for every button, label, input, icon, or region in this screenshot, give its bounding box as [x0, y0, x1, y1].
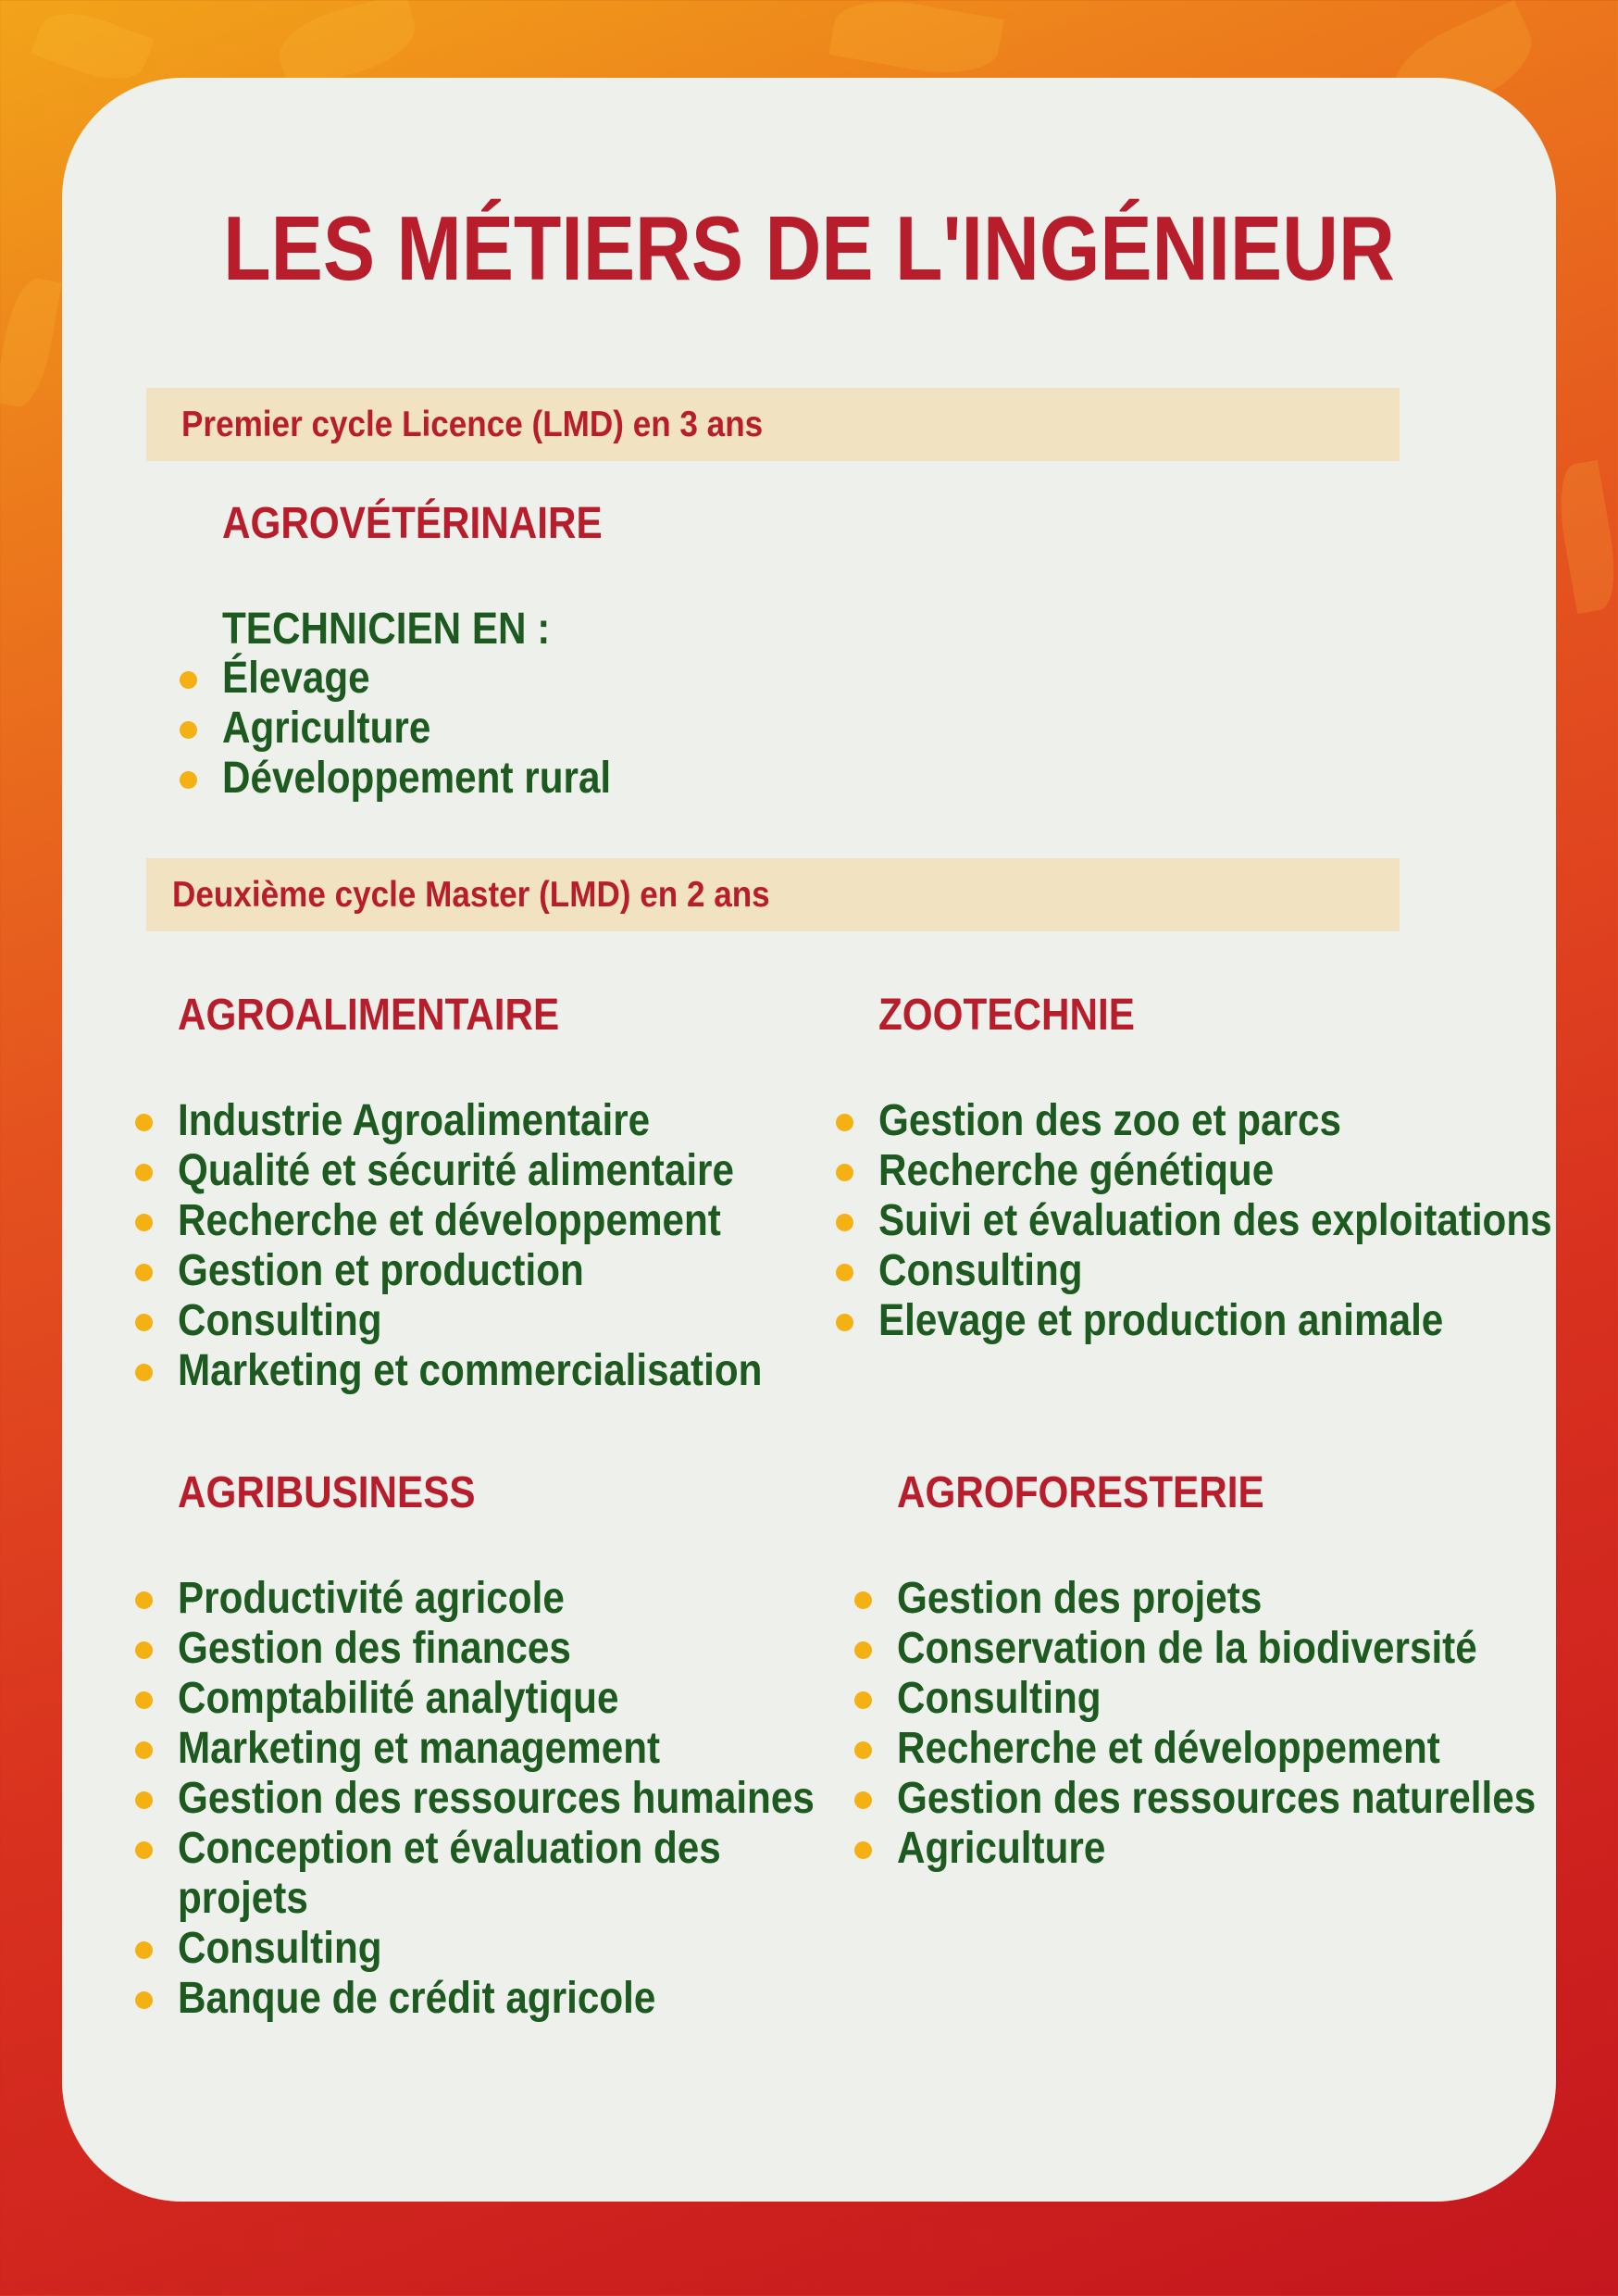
bullet-icon: [180, 771, 197, 789]
bullet-icon: [836, 1264, 853, 1281]
technicien-list: [180, 654, 664, 804]
bullet-icon: [135, 1941, 153, 1959]
bullet-icon: [135, 1741, 153, 1759]
content-card: [62, 78, 1556, 2202]
bullet-icon: [180, 671, 197, 689]
list-item: Gestion des zoo et parcs: [836, 1096, 1618, 1146]
bullet-icon: [854, 1741, 872, 1759]
cycle1-band: [146, 388, 1400, 461]
bullet-icon: [854, 1691, 872, 1709]
bullet-icon: [135, 1364, 153, 1381]
list-item: Marketing et management: [135, 1724, 902, 1774]
list-item: Développement rural: [180, 754, 664, 804]
background-leaf: [0, 275, 62, 411]
list-item: Suivi et évaluation des exploitations: [836, 1196, 1618, 1246]
agribusiness-list: [135, 1574, 902, 2024]
page-title: LES MÉTIERS DE L'INGÉNIEUR: [223, 197, 1395, 299]
background-leaf: [828, 0, 1003, 83]
list-item: Banque de crédit agricole: [135, 1974, 902, 2024]
background-leaf: [31, 1, 154, 91]
agroforesterie-list: [854, 1574, 1618, 1874]
list-item: Consulting: [854, 1674, 1618, 1724]
list-item: Comptabilité analytique: [135, 1674, 902, 1724]
list-item: Consulting: [135, 1296, 842, 1346]
bullet-icon: [135, 1641, 153, 1659]
bullet-icon: [854, 1641, 872, 1659]
bullet-icon: [135, 1214, 153, 1231]
bullet-icon: [836, 1164, 853, 1181]
bullet-icon: [854, 1591, 872, 1609]
list-item: Agriculture: [180, 704, 664, 754]
cycle1-band-label: Premier cycle Licence (LMD) en 3 ans: [181, 405, 764, 444]
list-item: Gestion des ressources naturelles: [854, 1774, 1618, 1824]
bullet-icon: [135, 1691, 153, 1709]
list-item: Gestion des projets: [854, 1574, 1618, 1624]
list-item: Conservation de la biodiversité: [854, 1624, 1618, 1674]
cycle2-band-label: Deuxième cycle Master (LMD) en 2 ans: [172, 875, 770, 915]
bullet-icon: [836, 1114, 853, 1131]
list-item: Qualité et sécurité alimentaire: [135, 1146, 842, 1196]
cycle2-band: [146, 858, 1400, 931]
agroveterinaire-heading: AGROVÉTÉRINAIRE: [222, 499, 603, 548]
list-item: Recherche et développement: [854, 1724, 1618, 1774]
list-item: Productivité agricole: [135, 1574, 902, 1624]
list-item: Gestion et production: [135, 1246, 842, 1296]
bullet-icon: [854, 1791, 872, 1809]
list-item: Recherche génétique: [836, 1146, 1618, 1196]
bullet-icon: [135, 1314, 153, 1331]
list-item: Industrie Agroalimentaire: [135, 1096, 842, 1146]
background-leaf: [1551, 460, 1618, 614]
bullet-icon: [836, 1314, 853, 1331]
agroalimentaire-list: [135, 1096, 842, 1396]
list-item: Conception et évaluation des: [135, 1824, 902, 1874]
list-item: Gestion des finances: [135, 1624, 902, 1674]
agroalimentaire-heading: AGROALIMENTAIRE: [178, 991, 560, 1040]
list-item: Élevage: [180, 654, 664, 704]
zootechnie-list: [836, 1096, 1618, 1346]
bullet-icon: [854, 1841, 872, 1859]
bullet-icon: [180, 721, 197, 739]
agribusiness-heading: AGRIBUSINESS: [178, 1468, 476, 1517]
bullet-icon: [135, 1114, 153, 1131]
list-item: Elevage et production animale: [836, 1296, 1618, 1346]
list-item: Recherche et développement: [135, 1196, 842, 1246]
list-item: Marketing et commercialisation: [135, 1346, 842, 1396]
zootechnie-heading: ZOOTECHNIE: [878, 991, 1135, 1040]
list-item-wrap: projets: [178, 1874, 308, 1923]
list-item: Gestion des ressources humaines: [135, 1774, 902, 1824]
bullet-icon: [836, 1214, 853, 1231]
bullet-icon: [135, 1164, 153, 1181]
list-item: Consulting: [135, 1924, 902, 1974]
technicien-subheading: TECHNICIEN EN :: [222, 605, 551, 654]
agroforesterie-heading: AGROFORESTERIE: [897, 1468, 1264, 1517]
bullet-icon: [135, 1841, 153, 1859]
bullet-icon: [135, 1791, 153, 1809]
bullet-icon: [135, 1264, 153, 1281]
bullet-icon: [135, 1591, 153, 1609]
bullet-icon: [135, 1991, 153, 2009]
list-item: Agriculture: [854, 1824, 1618, 1874]
list-item: Consulting: [836, 1246, 1618, 1296]
